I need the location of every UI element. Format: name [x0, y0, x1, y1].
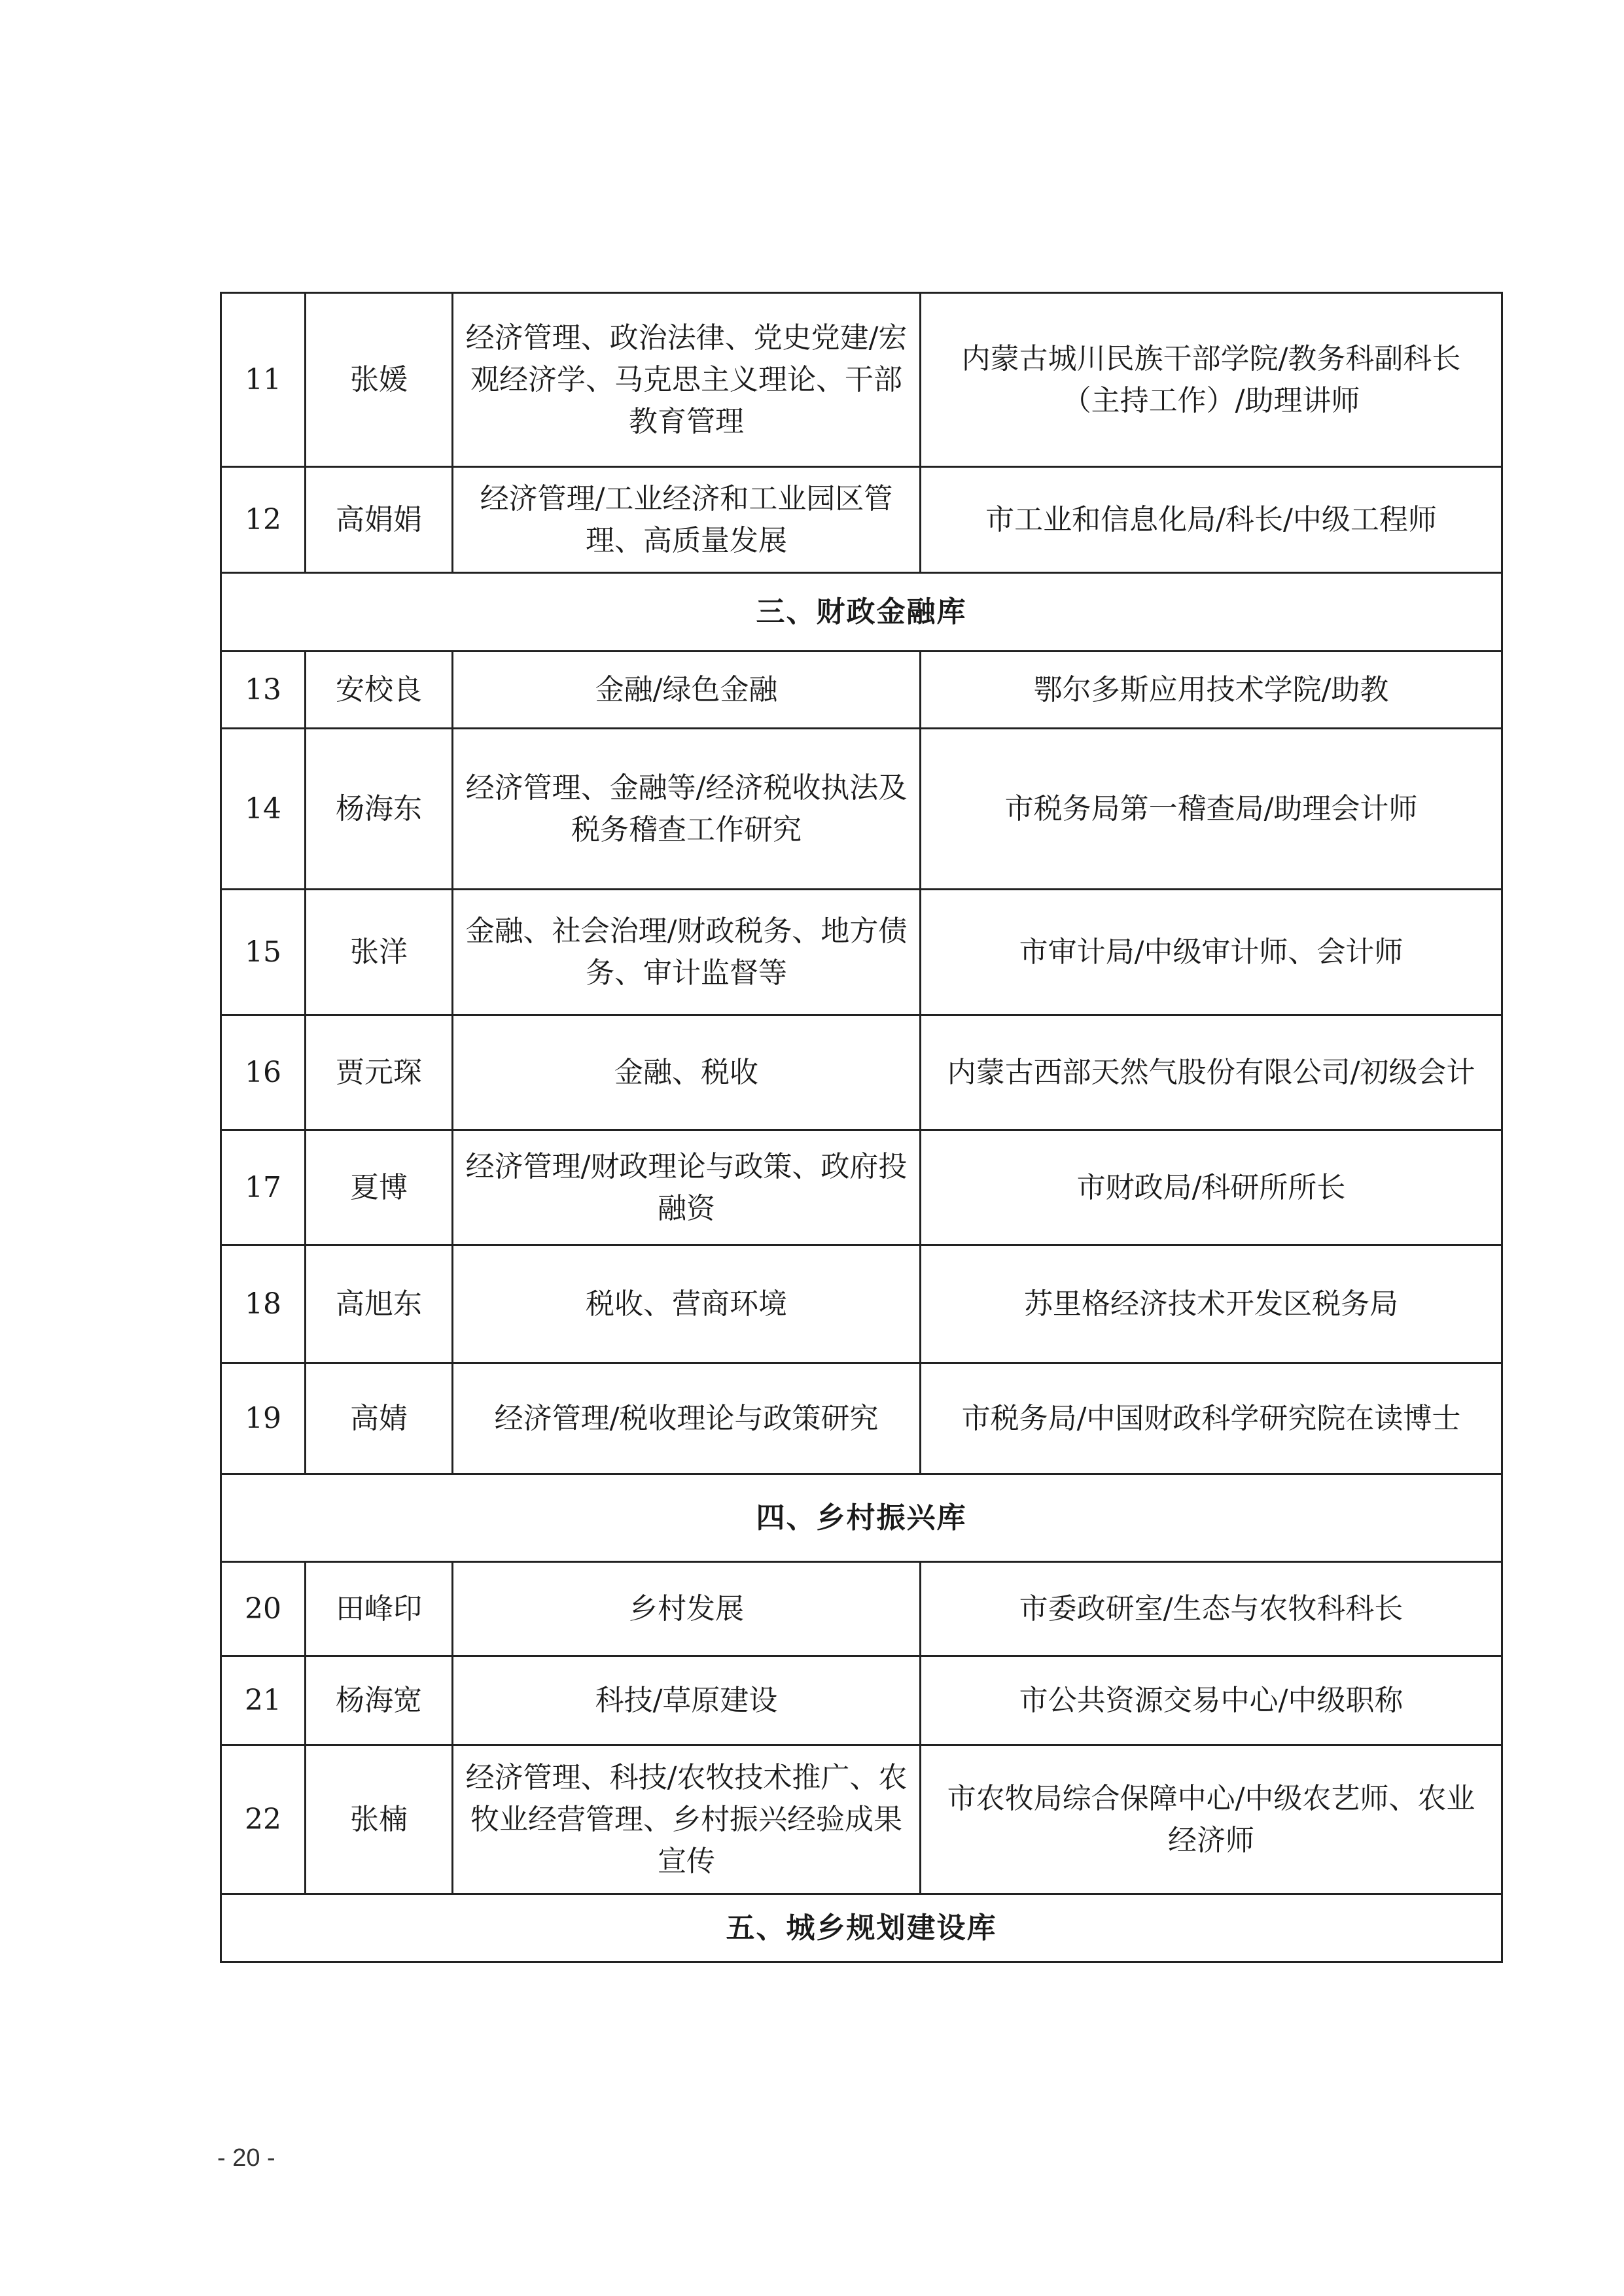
work-unit-title: 市农牧局综合保障中心/中级农艺师、农业经济师 — [921, 1745, 1502, 1894]
expert-name: 高婧 — [306, 1363, 453, 1474]
expertise-field: 经济管理/工业经济和工业园区管理、高质量发展 — [453, 467, 921, 573]
page-number: - 20 - — [217, 2144, 275, 2172]
row-number: 18 — [221, 1245, 306, 1363]
expert-name: 贾元琛 — [306, 1015, 453, 1130]
table-row — [221, 1745, 1502, 1894]
expertise-field: 金融/绿色金融 — [453, 652, 921, 729]
expertise-field: 经济管理/财政理论与政策、政府投融资 — [453, 1130, 921, 1245]
work-unit-title: 内蒙古西部天然气股份有限公司/初级会计 — [921, 1015, 1502, 1130]
expertise-field: 经济管理、政治法律、党史党建/宏观经济学、马克思主义理论、干部教育管理 — [453, 293, 921, 467]
row-number: 22 — [221, 1745, 306, 1894]
table-row — [221, 652, 1502, 729]
section-header — [221, 1894, 1502, 1962]
row-number: 19 — [221, 1363, 306, 1474]
expert-name: 田峰印 — [306, 1562, 453, 1656]
row-number: 21 — [221, 1656, 306, 1745]
work-unit-title: 市审计局/中级审计师、会计师 — [921, 890, 1502, 1015]
table-row — [221, 293, 1502, 467]
expertise-field: 乡村发展 — [453, 1562, 921, 1656]
expertise-field: 经济管理、金融等/经济税收执法及税务稽查工作研究 — [453, 729, 921, 890]
row-number: 16 — [221, 1015, 306, 1130]
table-row — [221, 890, 1502, 1015]
section-header — [221, 573, 1502, 652]
expertise-field: 金融、社会治理/财政税务、地方债务、审计监督等 — [453, 890, 921, 1015]
table-row — [221, 1245, 1502, 1363]
section-title-rural: 四、乡村振兴库 — [221, 1474, 1502, 1562]
table-row — [221, 1656, 1502, 1745]
expert-name: 高旭东 — [306, 1245, 453, 1363]
table-row — [221, 729, 1502, 890]
expertise-field: 科技/草原建设 — [453, 1656, 921, 1745]
work-unit-title: 鄂尔多斯应用技术学院/助教 — [921, 652, 1502, 729]
expert-name: 安校良 — [306, 652, 453, 729]
work-unit-title: 内蒙古城川民族干部学院/教务科副科长（主持工作）/助理讲师 — [921, 293, 1502, 467]
work-unit-title: 市税务局/中国财政科学研究院在读博士 — [921, 1363, 1502, 1474]
expert-name: 张洋 — [306, 890, 453, 1015]
expert-name: 杨海宽 — [306, 1656, 453, 1745]
work-unit-title: 市委政研室/生态与农牧科科长 — [921, 1562, 1502, 1656]
row-number: 12 — [221, 467, 306, 573]
row-number: 15 — [221, 890, 306, 1015]
row-number: 13 — [221, 652, 306, 729]
expert-name: 张楠 — [306, 1745, 453, 1894]
expertise-field: 经济管理/税收理论与政策研究 — [453, 1363, 921, 1474]
row-number: 14 — [221, 729, 306, 890]
expertise-field: 经济管理、科技/农牧技术推广、农牧业经营管理、乡村振兴经验成果宣传 — [453, 1745, 921, 1894]
table-row — [221, 467, 1502, 573]
table-row — [221, 1015, 1502, 1130]
expertise-field: 税收、营商环境 — [453, 1245, 921, 1363]
section-header — [221, 1474, 1502, 1562]
work-unit-title: 市工业和信息化局/科长/中级工程师 — [921, 467, 1502, 573]
work-unit-title: 市税务局第一稽查局/助理会计师 — [921, 729, 1502, 890]
expert-name: 张媛 — [306, 293, 453, 467]
row-number: 20 — [221, 1562, 306, 1656]
table-row — [221, 1562, 1502, 1656]
expert-name: 杨海东 — [306, 729, 453, 890]
row-number: 17 — [221, 1130, 306, 1245]
expert-name: 高娟娟 — [306, 467, 453, 573]
work-unit-title: 市财政局/科研所所长 — [921, 1130, 1502, 1245]
row-number: 11 — [221, 293, 306, 467]
work-unit-title: 苏里格经济技术开发区税务局 — [921, 1245, 1502, 1363]
section-title-finance: 三、财政金融库 — [221, 573, 1502, 652]
work-unit-title: 市公共资源交易中心/中级职称 — [921, 1656, 1502, 1745]
expertise-field: 金融、税收 — [453, 1015, 921, 1130]
expert-name: 夏博 — [306, 1130, 453, 1245]
table-row — [221, 1130, 1502, 1245]
table-row — [221, 1363, 1502, 1474]
section-title-urban-planning: 五、城乡规划建设库 — [221, 1894, 1502, 1962]
expert-roster-table — [220, 292, 1503, 1963]
